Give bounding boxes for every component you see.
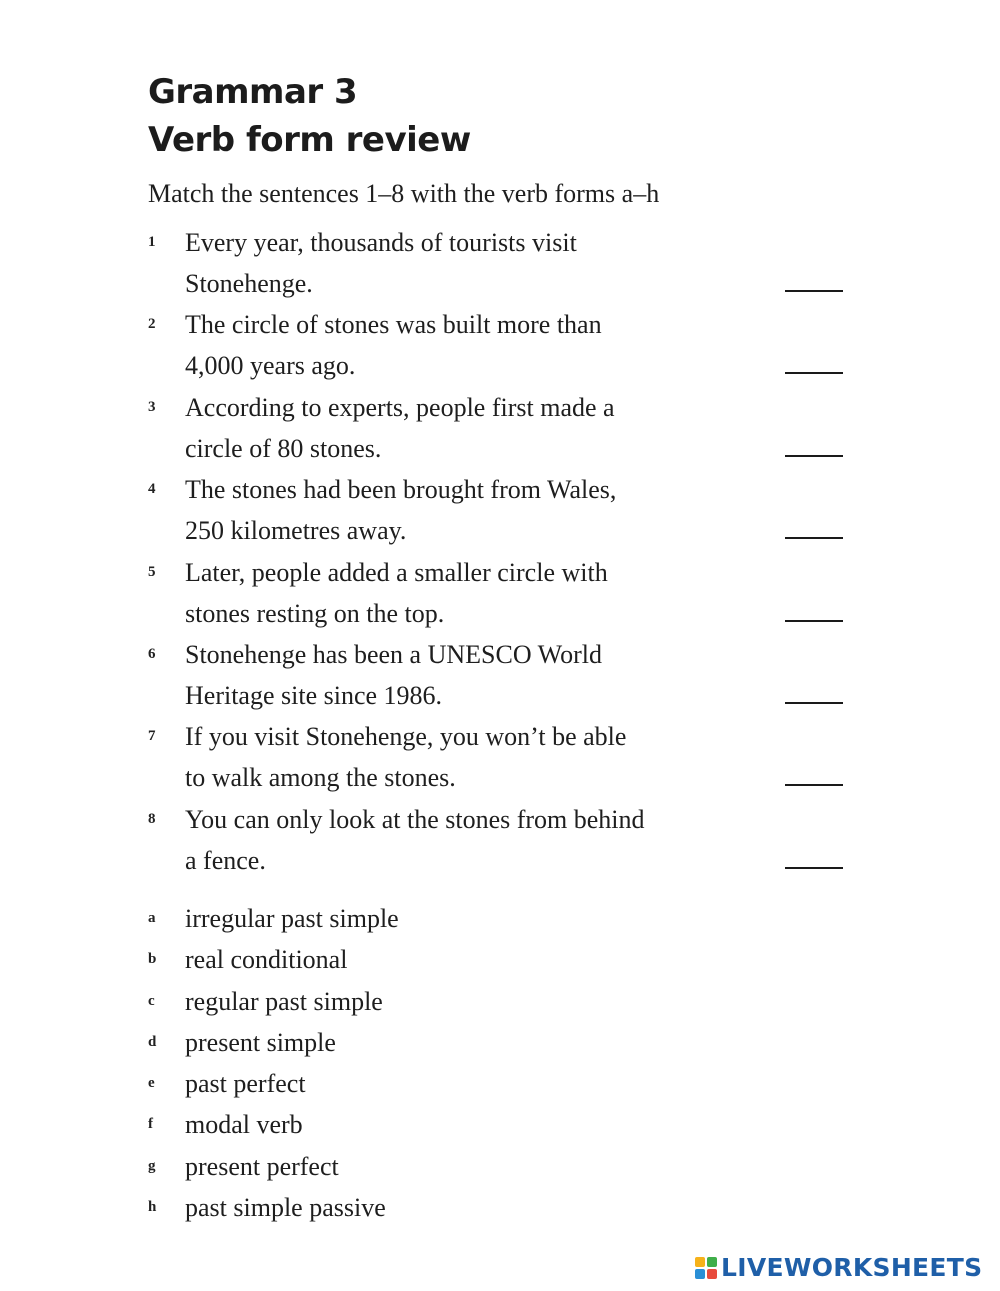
page-title: Grammar 3	[148, 72, 358, 112]
answer-blank[interactable]	[785, 455, 843, 457]
option-letter: c	[148, 992, 155, 1009]
option-letter: h	[148, 1199, 157, 1216]
option-text: past simple passive	[185, 1193, 386, 1223]
page-subtitle: Verb form review	[148, 120, 471, 160]
question-text-line2: 4,000 years ago.	[185, 351, 356, 381]
question-number: 8	[148, 810, 156, 827]
question-text-line2: 250 kilometres away.	[185, 516, 407, 546]
option-text: present simple	[185, 1027, 336, 1057]
question-item	[148, 222, 848, 304]
question-text-line2: a fence.	[185, 845, 266, 875]
question-number: 4	[148, 481, 156, 498]
question-text-line2: stones resting on the top.	[185, 598, 445, 628]
option-text: modal verb	[185, 1110, 303, 1140]
option-letter: a	[148, 910, 156, 926]
option-letter: b	[148, 951, 157, 968]
question-item	[148, 634, 848, 716]
question-text-line1: Later, people added a smaller circle with	[185, 557, 608, 587]
question-text-line1: You can only look at the stones from behind	[185, 804, 645, 834]
question-text-line1: If you visit Stonehenge, you won’t be able	[185, 722, 627, 752]
option-letter: e	[148, 1075, 155, 1092]
option-text: regular past simple	[185, 986, 383, 1016]
question-text-line1: Stonehenge has been a UNESCO World	[185, 639, 602, 669]
question-text-line2: Stonehenge.	[185, 269, 313, 298]
answer-blank[interactable]	[785, 784, 843, 786]
question-number: 5	[148, 563, 156, 580]
liveworksheets-logo-icon	[695, 1257, 717, 1279]
option-text: real conditional	[185, 945, 348, 975]
liveworksheets-logo	[695, 1254, 982, 1282]
answer-blank[interactable]	[785, 537, 843, 539]
question-text-line2: Heritage site since 1986.	[185, 680, 443, 710]
question-text-line1: Every year, thousands of tourists visit	[185, 228, 577, 257]
option-letter: f	[148, 1116, 153, 1133]
option-text: past perfect	[185, 1069, 306, 1099]
answer-blank[interactable]	[785, 867, 843, 869]
question-number: 3	[148, 398, 156, 415]
logo-text: LIVEWORKSHEETS	[721, 1253, 983, 1282]
question-item	[148, 716, 848, 798]
option-text: present perfect	[185, 1151, 339, 1181]
question-text-line1: According to experts, people first made a	[185, 392, 615, 422]
question-item	[148, 799, 848, 881]
question-text-line1: The circle of stones was built more than	[185, 310, 602, 340]
answer-blank[interactable]	[785, 620, 843, 622]
answer-blank[interactable]	[785, 702, 843, 704]
instruction-text: Match the sentences 1–8 with the verb forms a–h	[148, 179, 660, 208]
question-number: 1	[148, 234, 156, 250]
question-text-line1: The stones had been brought from Wales,	[185, 475, 617, 505]
question-list	[148, 222, 848, 881]
question-number: 7	[148, 728, 156, 745]
answer-blank[interactable]	[785, 372, 843, 374]
question-text-line2: circle of 80 stones.	[185, 433, 382, 463]
option-letter: g	[148, 1157, 156, 1174]
question-item	[148, 552, 848, 634]
question-item	[148, 387, 848, 469]
question-number: 6	[148, 645, 156, 662]
answer-blank[interactable]	[785, 290, 843, 292]
question-item	[148, 304, 848, 386]
question-item	[148, 469, 848, 551]
option-letter: d	[148, 1033, 157, 1050]
option-text: irregular past simple	[185, 904, 399, 933]
question-text-line2: to walk among the stones.	[185, 763, 456, 793]
question-number: 2	[148, 316, 156, 333]
